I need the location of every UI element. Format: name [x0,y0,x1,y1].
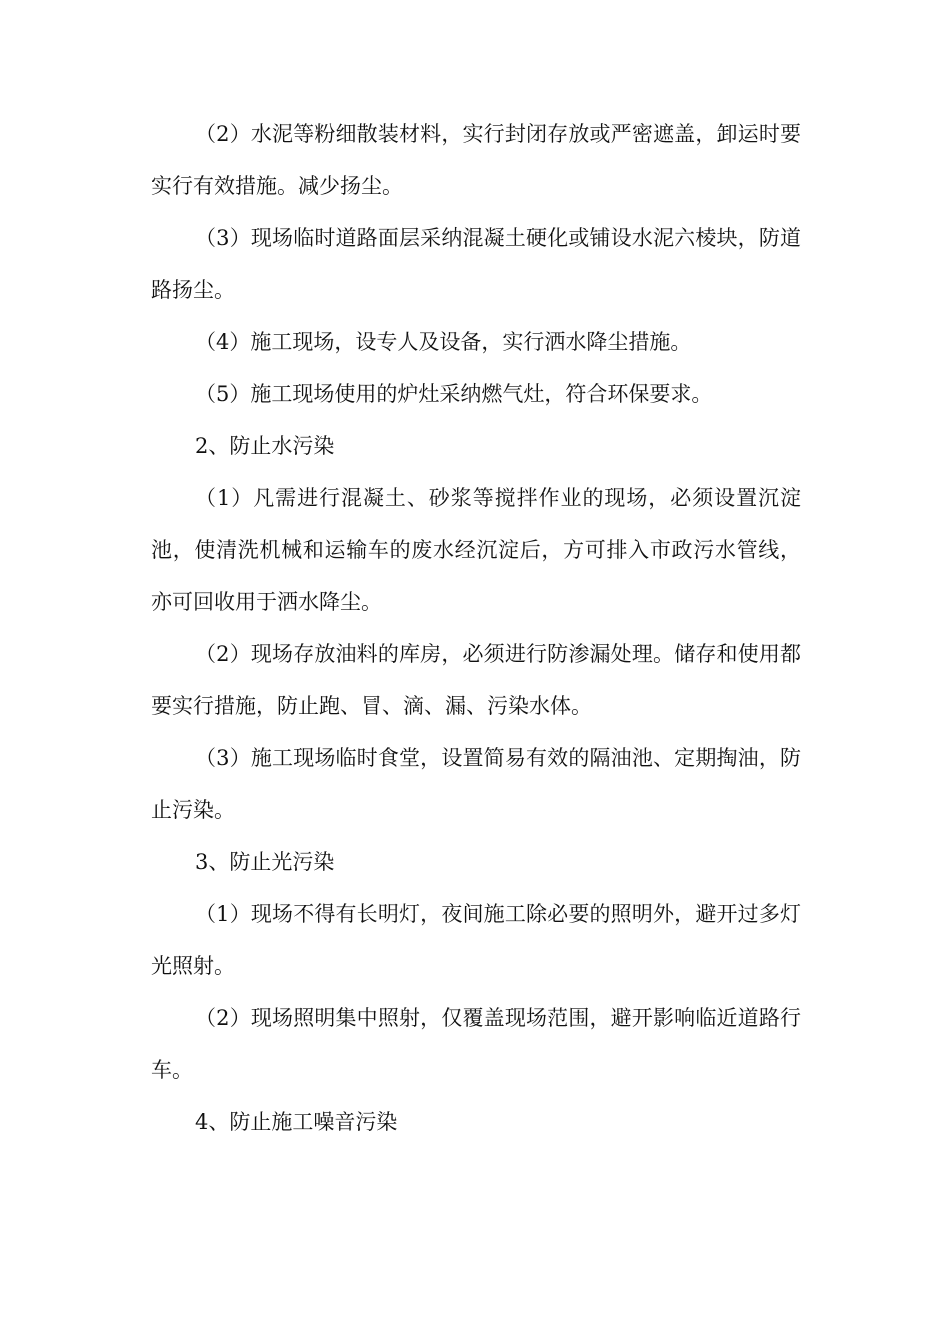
paragraph-water-canteen: （3）施工现场临时食堂，设置简易有效的隔油池、定期掏油，防止污染。 [151,746,801,822]
paragraph-light-focus: （2）现场照明集中照射，仅覆盖现场范围，避开影响临近道路行车。 [151,1006,801,1082]
paragraph-dust-road: （3）现场临时道路面层采纳混凝土硬化或铺设水泥六棱块，防道路扬尘。 [151,226,801,302]
paragraph-dust-stove: （5）施工现场使用的炉灶采纳燃气灶，符合环保要求。 [195,382,713,406]
paragraph-water-oil-storage: （2）现场存放油料的库房，必须进行防渗漏处理。储存和使用都要实行措施，防止跑、冒、滴、漏、污染水体。 [151,642,801,718]
section-heading-noise-pollution: 4、防止施工噪音污染 [195,1110,398,1134]
paragraph-light-lamps: （1）现场不得有长明灯，夜间施工除必要的照明外，避开过多灯光照射。 [151,902,801,978]
paragraph-dust-cement: （2）水泥等粉细散装材料，实行封闭存放或严密遮盖，卸运时要实行有效措施。减少扬尘。 [151,122,801,198]
paragraph-water-sediment: （1）凡需进行混凝土、砂浆等搅拌作业的现场，必须设置沉淀池，使清洗机械和运输车的废水经沉淀后，方可排入市政污水管线，亦可回收用于洒水降尘。 [151,486,801,614]
section-heading-light-pollution: 3、防止光污染 [195,850,335,874]
section-heading-water-pollution: 2、防止水污染 [195,434,335,458]
document-body [151,108,801,1148]
paragraph-dust-sprinkle: （4）施工现场，设专人及设备，实行洒水降尘措施。 [195,330,692,354]
